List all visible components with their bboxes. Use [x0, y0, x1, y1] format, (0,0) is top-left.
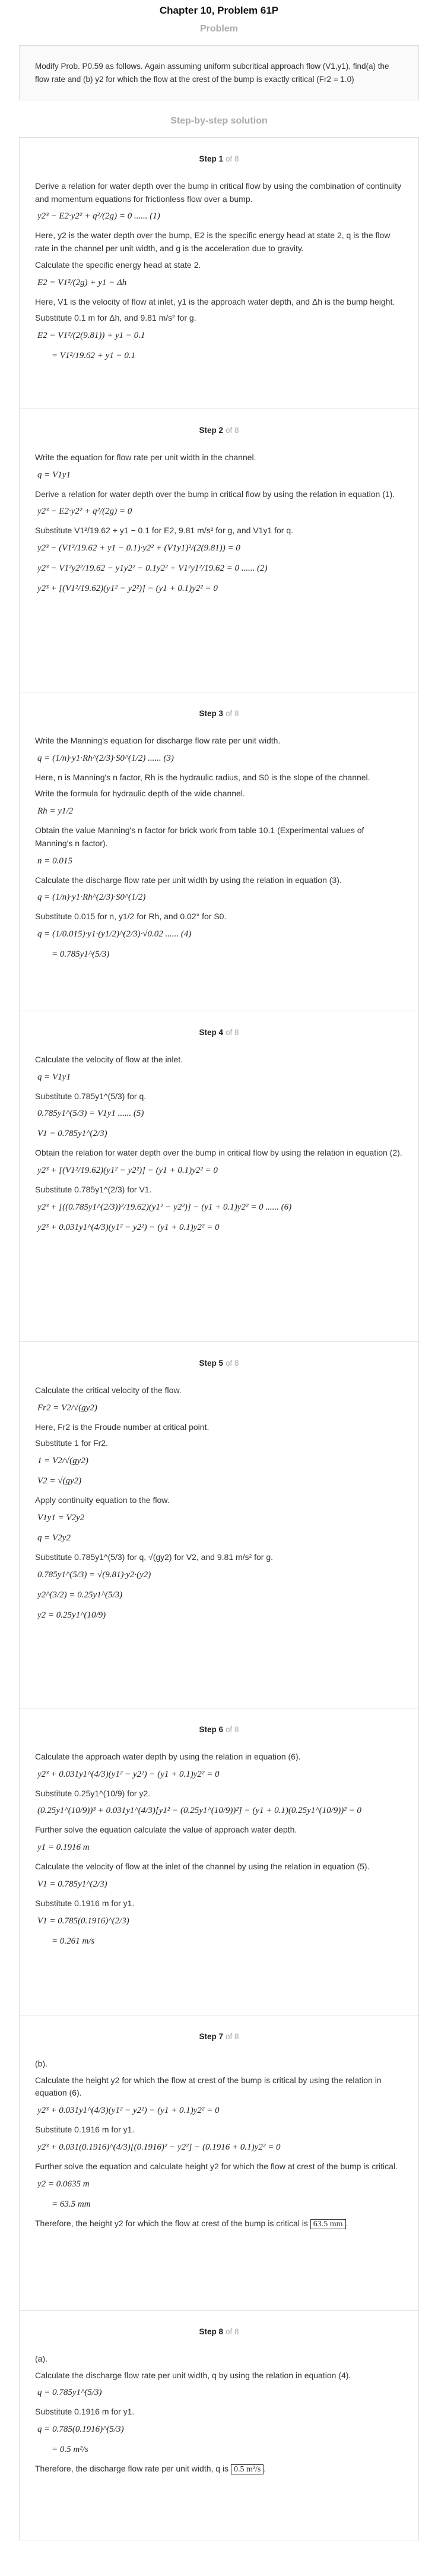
step-text: Substitute 0.1916 m for y1.	[35, 2125, 135, 2135]
step-text: Substitute 0.25y1^(10/9) for y2.	[35, 1788, 151, 1798]
problem-statement	[19, 45, 419, 100]
step-text: Substitute 0.785y1^(5/3) for q.	[35, 1091, 147, 1101]
equation: V2 = √(gy2)	[37, 1476, 82, 1486]
equation: = V1²/19.62 + y1 − 0.1	[52, 350, 136, 360]
equation: y2³ − V1²y2²/19.62 − y1y2² − 0.1y2² + V1²y1²/19.62 = 0 ...... (2)	[37, 564, 268, 574]
step-text: (a).	[35, 2354, 47, 2364]
final-answer: Therefore, the height y2 for which the flow at crest of the bump is critical is 63.5 mm .	[35, 2218, 348, 2229]
step-6	[20, 1708, 418, 2015]
step-text: Write the formula for hydraulic depth of the wide channel.	[35, 789, 245, 799]
equation: q = (1/0.015)·y1·(y1/2)^(2/3)·√0.02 ...... (4)	[37, 929, 192, 939]
equation: y2³ + [(V1²/19.62)(y1² − y2²)] − (y1 + 0.1)y2² = 0	[37, 584, 218, 594]
step-text: Calculate the discharge flow rate per unit width, q by using the relation in equation (4).	[35, 2370, 351, 2380]
equation: q = 0.785(0.1916)^(5/3)	[37, 2425, 124, 2435]
step-text: Substitute 0.1916 m for y1.	[35, 2407, 135, 2417]
step-4	[20, 1011, 418, 1342]
step-8	[20, 2311, 418, 2540]
step-heading: Step 6 of 8	[199, 1725, 239, 1735]
step-text: Substitute 0.785y1^(2/3) for V1.	[35, 1185, 152, 1195]
step-text: Write the equation for flow rate per unit width in the channel.	[35, 452, 256, 463]
equation: y2³ + [((0.785y1^(2/3))²/19.62)(y1² − y2²)] − (y1 + 0.1)y2² = 0 ...... (6)	[37, 1202, 292, 1212]
equation: (0.25y1^(10/9))³ + 0.031y1^(4/3)[y1² − (0.25y1^(10/9))²] − (y1 + 0.1)(0.25y1^(10/9))² = 0	[37, 1806, 361, 1816]
equation: y2 = 0.0635 m	[37, 2179, 90, 2189]
equation: 0.785y1^(5/3) = √(9.81)·y2·(y2)	[37, 1569, 151, 1580]
equation: Rh = y1/2	[37, 806, 74, 817]
step-2	[20, 409, 418, 692]
step-text: Calculate the velocity of flow at the inlet.	[35, 1055, 183, 1065]
answer-box: 0.5 m²/s	[231, 2464, 264, 2474]
equation: y2^(3/2) = 0.25y1^(5/3)	[37, 1590, 123, 1600]
equation: y2³ − E2·y2² + q²/(2g) = 0 ...... (1)	[37, 211, 160, 221]
step-text: Calculate the approach water depth by using the relation in equation (6).	[35, 1752, 301, 1762]
solution-heading: Step-by-step solution	[170, 116, 268, 126]
step-7	[20, 2015, 418, 2311]
equation: y2³ + 0.031y1^(4/3)(y1² − y2²) − (y1 + 0.1)y2² = 0	[37, 1222, 220, 1232]
equation: y2³ − E2·y2² + q²/(2g) = 0	[37, 507, 132, 517]
equation: V1 = 0.785y1^(2/3)	[37, 1129, 107, 1139]
step-1	[20, 138, 418, 409]
equation: E2 = V1²/(2g) + y1 − Δh	[37, 277, 127, 287]
equation: V1 = 0.785y1^(2/3)	[37, 1879, 107, 1889]
equation: q = 0.785y1^(5/3)	[37, 2388, 102, 2398]
step-text: Substitute 1 for Fr2.	[35, 1438, 108, 1448]
step-text: Substitute 0.1916 m for y1.	[35, 1898, 135, 1908]
equation: V1y1 = V2y2	[37, 1512, 85, 1523]
step-text: Calculate the specific energy head at state 2.	[35, 260, 201, 270]
step-text: Here, Fr2 is the Froude number at critical point.	[35, 1422, 210, 1432]
equation: y2³ + [(V1²/19.62)(y1² − y2²)] − (y1 + 0.1)y2² = 0	[37, 1166, 218, 1176]
equation: V1 = 0.785(0.1916)^(2/3)	[37, 1916, 129, 1926]
solution-steps	[19, 137, 419, 2540]
page-title: Chapter 10, Problem 61P	[159, 5, 279, 16]
step-5	[20, 1342, 418, 1708]
step-text: Here, V1 is the velocity of flow at inlet, y1 is the approach water depth, and Δh is the bump height.	[35, 296, 395, 306]
equation: = 0.5 m²/s	[52, 2445, 88, 2455]
equation: q = (1/n)·y1·Rh^(2/3)·S0^(1/2)	[37, 893, 146, 903]
equation: q = V2y2	[37, 1533, 71, 1543]
step-text: Derive a relation for water depth over the bump in critical flow by using the relation in equation (1).	[35, 489, 395, 499]
step-text: Write the Manning's equation for discharge flow rate per unit width.	[35, 736, 281, 746]
equation: q = V1y1	[37, 470, 71, 480]
step-text: Here, y2 is the water depth over the bump, E2 is the specific energy head at state 2, q is the flow rate in the channel per unit width, and g is the acceleration due to gravity.	[35, 230, 391, 254]
equation: = 0.785y1^(5/3)	[52, 949, 110, 959]
equation: q = V1y1	[37, 1072, 71, 1082]
step-text: Obtain the relation for water depth over the bump in critical flow by using the relation in equation (2).	[35, 1148, 402, 1158]
step-heading: Step 2 of 8	[199, 426, 239, 435]
step-text: Substitute 0.1 m for Δh, and 9.81 m/s² for g.	[35, 313, 196, 323]
step-text: Derive a relation for water depth over the bump in critical flow by using the combination of continuity and momentum equations for frictionless flow over a bump.	[35, 181, 402, 204]
problem-heading: Problem	[199, 24, 238, 34]
step-text: Apply continuity equation to the flow.	[35, 1495, 170, 1505]
step-text: Substitute 0.015 for n, y1/2 for Rh, and 0.02° for S0.	[35, 912, 227, 922]
equation: y2 = 0.25y1^(10/9)	[37, 1610, 106, 1620]
step-heading: Step 1 of 8	[199, 154, 239, 164]
step-text: Obtain the value Manning's n factor for brick work from table 10.1 (Experimental values of Manning's n factor).	[35, 825, 364, 848]
step-text: Calculate the discharge flow rate per unit width by using the relation in equation (3).	[35, 875, 342, 885]
answer-box: 63.5 mm	[310, 2219, 346, 2229]
step-text: Calculate the height y2 for which the flow at crest of the bump is critical by using the relation in equation (6).	[35, 2075, 382, 2098]
equation: Fr2 = V2/√(gy2)	[37, 1403, 97, 1413]
step-text: Substitute V1²/19.62 + y1 − 0.1 for E2, 9.81 m/s² for g, and V1y1 for q.	[35, 526, 294, 536]
equation: = 63.5 mm	[52, 2199, 91, 2209]
step-heading: Step 8 of 8	[199, 2327, 239, 2337]
step-text: (b).	[35, 2059, 47, 2069]
equation: y2³ + 0.031y1^(4/3)(y1² − y2²) − (y1 + 0.1)y2² = 0	[37, 2106, 220, 2116]
step-heading: Step 3 of 8	[199, 709, 239, 719]
equation: y1 = 0.1916 m	[37, 1843, 90, 1853]
step-text: Calculate the velocity of flow at the inlet of the channel by using the relation in equation (5).	[35, 1862, 370, 1872]
step-heading: Step 4 of 8	[199, 1028, 239, 1037]
step-text: Further solve the equation and calculate height y2 for which the flow at crest of the bump is critical.	[35, 2161, 398, 2171]
equation: q = (1/n)·y1·Rh^(2/3)·S0^(1/2) ...... (3)	[37, 753, 174, 763]
step-text: Substitute 0.785y1^(5/3) for q, √(gy2) for V2, and 9.81 m/s² for g.	[35, 1552, 274, 1562]
equation: 0.785y1^(5/3) = V1y1 ...... (5)	[37, 1109, 144, 1119]
step-text: Here, n is Manning's n factor, Rh is the hydraulic radius, and S0 is the slope of the channel.	[35, 772, 370, 782]
step-heading: Step 7 of 8	[199, 2032, 239, 2042]
final-answer: Therefore, the discharge flow rate per unit width, q is 0.5 m²/s .	[35, 2464, 266, 2474]
equation: y2³ + 0.031y1^(4/3)(y1² − y2²) − (y1 + 0.1)y2² = 0	[37, 1769, 220, 1779]
equation: y2³ − (V1²/19.62 + y1 − 0.1)·y2² + (V1y1)²/(2(9.81)) = 0	[37, 543, 240, 553]
equation: E2 = V1²/(2(9.81)) + y1 − 0.1	[37, 330, 145, 340]
step-3	[20, 692, 418, 1011]
step-text: Calculate the critical velocity of the flow.	[35, 1385, 182, 1395]
step-heading: Step 5 of 8	[199, 1359, 239, 1368]
equation: = 0.261 m/s	[52, 1936, 95, 1946]
equation: n = 0.015	[37, 856, 72, 866]
step-text: Further solve the equation calculate the value of approach water depth.	[35, 1825, 297, 1835]
equation: 1 = V2/√(gy2)	[37, 1456, 88, 1466]
problem-text: Modify Prob. P0.59 as follows. Again assuming uniform subcritical approach flow (V1,y1), find(a) the flow rate and (b) y2 for which the flow at the crest of the bump is exactly critical (Fr2 = 1.0)	[35, 62, 389, 84]
equation: y2³ + 0.031(0.1916)^(4/3)[(0.1916)² − y2²] − (0.1916 + 0.1)y2² = 0	[37, 2142, 281, 2152]
page	[0, 5, 438, 2576]
